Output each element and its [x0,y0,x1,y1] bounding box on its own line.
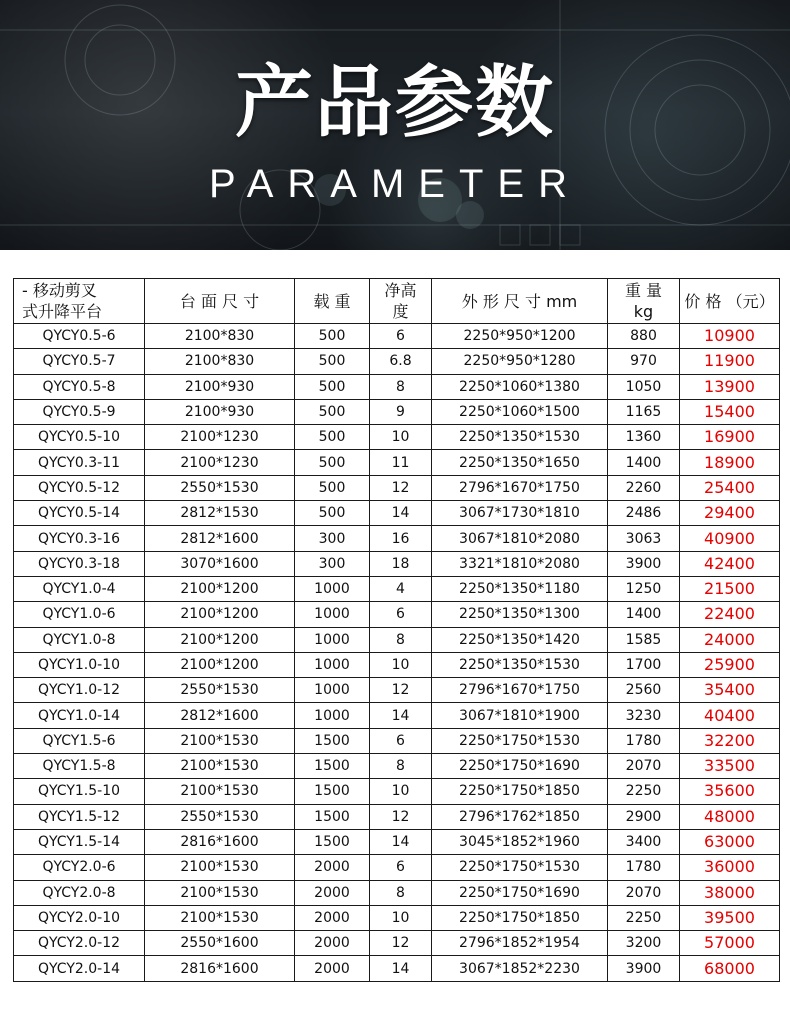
cell-weight: 1400 [608,602,680,627]
header-line: 式升降平台 [22,302,103,321]
cell-table-size: 2100*1200 [145,627,295,652]
cell-model: QYCY1.5-12 [14,804,145,829]
parameter-table [13,278,780,982]
table-row [14,754,780,779]
cell-model: QYCY1.5-8 [14,754,145,779]
cell-table-size: 2550*1530 [145,678,295,703]
cell-net-height: 6 [370,602,432,627]
cell-overall-size: 2250*1350*1650 [432,450,608,475]
cell-load: 500 [295,501,370,526]
cell-overall-size: 2250*1350*1420 [432,627,608,652]
cell-net-height: 10 [370,905,432,930]
header-line: 重 量 [624,281,663,300]
cell-price: 10900 [680,324,780,349]
cell-price: 39500 [680,905,780,930]
cell-load: 2000 [295,855,370,880]
cell-net-height: 10 [370,425,432,450]
cell-table-size: 2100*1530 [145,728,295,753]
cell-overall-size: 2796*1670*1750 [432,678,608,703]
cell-load: 1500 [295,779,370,804]
cell-overall-size: 2250*1750*1690 [432,880,608,905]
cell-model: QYCY2.0-6 [14,855,145,880]
cell-model: QYCY1.5-6 [14,728,145,753]
cell-price: 68000 [680,956,780,981]
cell-net-height: 12 [370,678,432,703]
cell-net-height: 11 [370,450,432,475]
cell-weight: 970 [608,349,680,374]
table-row [14,931,780,956]
cell-model: QYCY1.0-12 [14,678,145,703]
cell-net-height: 16 [370,526,432,551]
header-line: 外 形 尺 寸 mm [461,291,578,311]
cell-table-size: 2812*1600 [145,526,295,551]
cell-price: 18900 [680,450,780,475]
header-net-height [370,279,432,324]
cell-load: 2000 [295,880,370,905]
header-line: 台 面 尺 寸 [179,291,260,311]
cell-load: 1500 [295,754,370,779]
cell-price: 11900 [680,349,780,374]
cell-weight: 1700 [608,652,680,677]
cell-weight: 1780 [608,728,680,753]
cell-net-height: 9 [370,399,432,424]
cell-load: 1500 [295,829,370,854]
cell-price: 63000 [680,829,780,854]
cell-net-height: 14 [370,829,432,854]
cell-model: QYCY0.5-7 [14,349,145,374]
cell-net-height: 4 [370,576,432,601]
cell-table-size: 2100*930 [145,374,295,399]
cell-model: QYCY2.0-12 [14,931,145,956]
cell-weight: 1250 [608,576,680,601]
cell-net-height: 6 [370,855,432,880]
cell-model: QYCY0.3-18 [14,551,145,576]
header-banner [0,0,790,250]
table-row [14,576,780,601]
header-price [680,279,780,324]
table-row [14,728,780,753]
cell-net-height: 8 [370,880,432,905]
cell-table-size: 2100*930 [145,399,295,424]
cell-load: 1000 [295,652,370,677]
cell-overall-size: 2796*1670*1750 [432,475,608,500]
cell-overall-size: 2250*1350*1180 [432,576,608,601]
cell-weight: 1400 [608,450,680,475]
cell-load: 300 [295,526,370,551]
table-row [14,450,780,475]
table-row [14,475,780,500]
table-row [14,551,780,576]
cell-overall-size: 3067*1810*2080 [432,526,608,551]
cell-model: QYCY2.0-8 [14,880,145,905]
cell-weight: 2250 [608,779,680,804]
table-row [14,652,780,677]
cell-model: QYCY1.5-10 [14,779,145,804]
table-row [14,399,780,424]
cell-price: 36000 [680,855,780,880]
cell-net-height: 6 [370,324,432,349]
cell-price: 35400 [680,678,780,703]
cell-net-height: 10 [370,779,432,804]
cell-price: 57000 [680,931,780,956]
cell-price: 40400 [680,703,780,728]
cell-overall-size: 3045*1852*1960 [432,829,608,854]
cell-price: 33500 [680,754,780,779]
table-row [14,324,780,349]
cell-net-height: 6 [370,728,432,753]
cell-price: 38000 [680,880,780,905]
cell-net-height: 12 [370,475,432,500]
cell-load: 1500 [295,728,370,753]
header-model [14,279,145,324]
header-line: 度 [392,302,409,321]
cell-table-size: 2100*1230 [145,425,295,450]
cell-model: QYCY2.0-10 [14,905,145,930]
table-row [14,905,780,930]
cell-load: 300 [295,551,370,576]
cell-net-height: 14 [370,501,432,526]
cell-net-height: 8 [370,374,432,399]
cell-weight: 3200 [608,931,680,956]
cell-net-height: 10 [370,652,432,677]
cell-net-height: 6.8 [370,349,432,374]
cell-overall-size: 2250*1350*1530 [432,425,608,450]
cell-model: QYCY2.0-14 [14,956,145,981]
header-line: 载 重 [313,291,351,311]
page-subtitle: PARAMETER [209,162,581,206]
table-row [14,627,780,652]
cell-load: 500 [295,450,370,475]
cell-overall-size: 2250*1350*1300 [432,602,608,627]
cell-load: 1000 [295,627,370,652]
cell-weight: 2070 [608,880,680,905]
table-row [14,678,780,703]
cell-overall-size: 3067*1810*1900 [432,703,608,728]
cell-table-size: 2100*1530 [145,855,295,880]
cell-weight: 2260 [608,475,680,500]
cell-table-size: 2550*1530 [145,475,295,500]
cell-price: 40900 [680,526,780,551]
cell-load: 1000 [295,678,370,703]
cell-model: QYCY1.0-4 [14,576,145,601]
cell-weight: 3900 [608,551,680,576]
cell-weight: 2560 [608,678,680,703]
cell-overall-size: 2796*1762*1850 [432,804,608,829]
cell-price: 25400 [680,475,780,500]
cell-table-size: 2550*1600 [145,931,295,956]
cell-table-size: 2812*1530 [145,501,295,526]
header-line: 价 格 （元） [684,291,775,311]
cell-table-size: 2100*1200 [145,576,295,601]
cell-load: 500 [295,324,370,349]
cell-overall-size: 2250*1750*1850 [432,779,608,804]
cell-net-height: 8 [370,754,432,779]
cell-load: 2000 [295,956,370,981]
cell-table-size: 2100*1530 [145,779,295,804]
cell-weight: 3063 [608,526,680,551]
cell-table-size: 2100*830 [145,324,295,349]
table-row [14,501,780,526]
cell-weight: 1360 [608,425,680,450]
table-row [14,829,780,854]
cell-table-size: 2816*1600 [145,829,295,854]
cell-model: QYCY0.3-16 [14,526,145,551]
cell-price: 24000 [680,627,780,652]
cell-overall-size: 2796*1852*1954 [432,931,608,956]
cell-price: 29400 [680,501,780,526]
table-header-row [14,279,780,324]
table-row [14,374,780,399]
cell-weight: 1585 [608,627,680,652]
page-title: 产品参数 [234,58,555,148]
cell-overall-size: 3067*1730*1810 [432,501,608,526]
cell-weight: 2070 [608,754,680,779]
cell-net-height: 12 [370,931,432,956]
cell-overall-size: 3067*1852*2230 [432,956,608,981]
cell-weight: 3400 [608,829,680,854]
table-row [14,779,780,804]
cell-model: QYCY1.0-14 [14,703,145,728]
cell-model: QYCY0.3-11 [14,450,145,475]
header-line: 净高 [384,281,417,300]
cell-price: 48000 [680,804,780,829]
cell-model: QYCY0.5-10 [14,425,145,450]
table-row [14,804,780,829]
cell-table-size: 3070*1600 [145,551,295,576]
cell-load: 1000 [295,703,370,728]
cell-net-height: 8 [370,627,432,652]
cell-table-size: 2816*1600 [145,956,295,981]
cell-weight: 1780 [608,855,680,880]
cell-price: 21500 [680,576,780,601]
table-row [14,425,780,450]
cell-net-height: 14 [370,703,432,728]
header-load [295,279,370,324]
cell-price: 16900 [680,425,780,450]
cell-load: 500 [295,399,370,424]
cell-price: 15400 [680,399,780,424]
cell-model: QYCY1.0-6 [14,602,145,627]
table-row [14,349,780,374]
cell-overall-size: 2250*1060*1380 [432,374,608,399]
table-row [14,703,780,728]
cell-price: 42400 [680,551,780,576]
header-line: - 移动剪叉 [22,281,97,300]
header-table-size [145,279,295,324]
cell-weight: 2250 [608,905,680,930]
cell-price: 22400 [680,602,780,627]
cell-load: 500 [295,349,370,374]
cell-load: 500 [295,425,370,450]
cell-overall-size: 2250*1750*1850 [432,905,608,930]
table-row [14,526,780,551]
cell-net-height: 18 [370,551,432,576]
cell-table-size: 2550*1530 [145,804,295,829]
cell-overall-size: 2250*950*1280 [432,349,608,374]
cell-table-size: 2100*1200 [145,652,295,677]
cell-model: QYCY0.5-6 [14,324,145,349]
cell-load: 2000 [295,931,370,956]
cell-table-size: 2100*1230 [145,450,295,475]
cell-table-size: 2100*1530 [145,880,295,905]
cell-model: QYCY1.0-10 [14,652,145,677]
cell-table-size: 2100*830 [145,349,295,374]
table-body [14,324,780,982]
cell-load: 500 [295,475,370,500]
header-overall-size [432,279,608,324]
cell-load: 1500 [295,804,370,829]
cell-model: QYCY1.0-8 [14,627,145,652]
cell-load: 2000 [295,905,370,930]
cell-model: QYCY0.5-8 [14,374,145,399]
cell-net-height: 12 [370,804,432,829]
cell-overall-size: 2250*1750*1530 [432,855,608,880]
cell-weight: 1050 [608,374,680,399]
cell-overall-size: 2250*1750*1690 [432,754,608,779]
cell-model: QYCY0.5-9 [14,399,145,424]
cell-table-size: 2100*1530 [145,754,295,779]
cell-model: QYCY0.5-12 [14,475,145,500]
cell-overall-size: 2250*1350*1530 [432,652,608,677]
cell-load: 500 [295,374,370,399]
cell-price: 32200 [680,728,780,753]
cell-weight: 3230 [608,703,680,728]
table-row [14,880,780,905]
cell-price: 25900 [680,652,780,677]
cell-net-height: 14 [370,956,432,981]
cell-price: 35600 [680,779,780,804]
table-row [14,956,780,981]
cell-table-size: 2100*1530 [145,905,295,930]
cell-table-size: 2812*1600 [145,703,295,728]
cell-load: 1000 [295,602,370,627]
cell-overall-size: 2250*950*1200 [432,324,608,349]
header-weight [608,279,680,324]
cell-price: 13900 [680,374,780,399]
cell-weight: 3900 [608,956,680,981]
cell-load: 1000 [295,576,370,601]
cell-model: QYCY0.5-14 [14,501,145,526]
cell-weight: 2900 [608,804,680,829]
cell-model: QYCY1.5-14 [14,829,145,854]
cell-weight: 2486 [608,501,680,526]
header-line: kg [633,302,654,321]
cell-weight: 880 [608,324,680,349]
cell-overall-size: 2250*1060*1500 [432,399,608,424]
cell-weight: 1165 [608,399,680,424]
table-row [14,602,780,627]
table-row [14,855,780,880]
cell-table-size: 2100*1200 [145,602,295,627]
cell-overall-size: 2250*1750*1530 [432,728,608,753]
cell-overall-size: 3321*1810*2080 [432,551,608,576]
